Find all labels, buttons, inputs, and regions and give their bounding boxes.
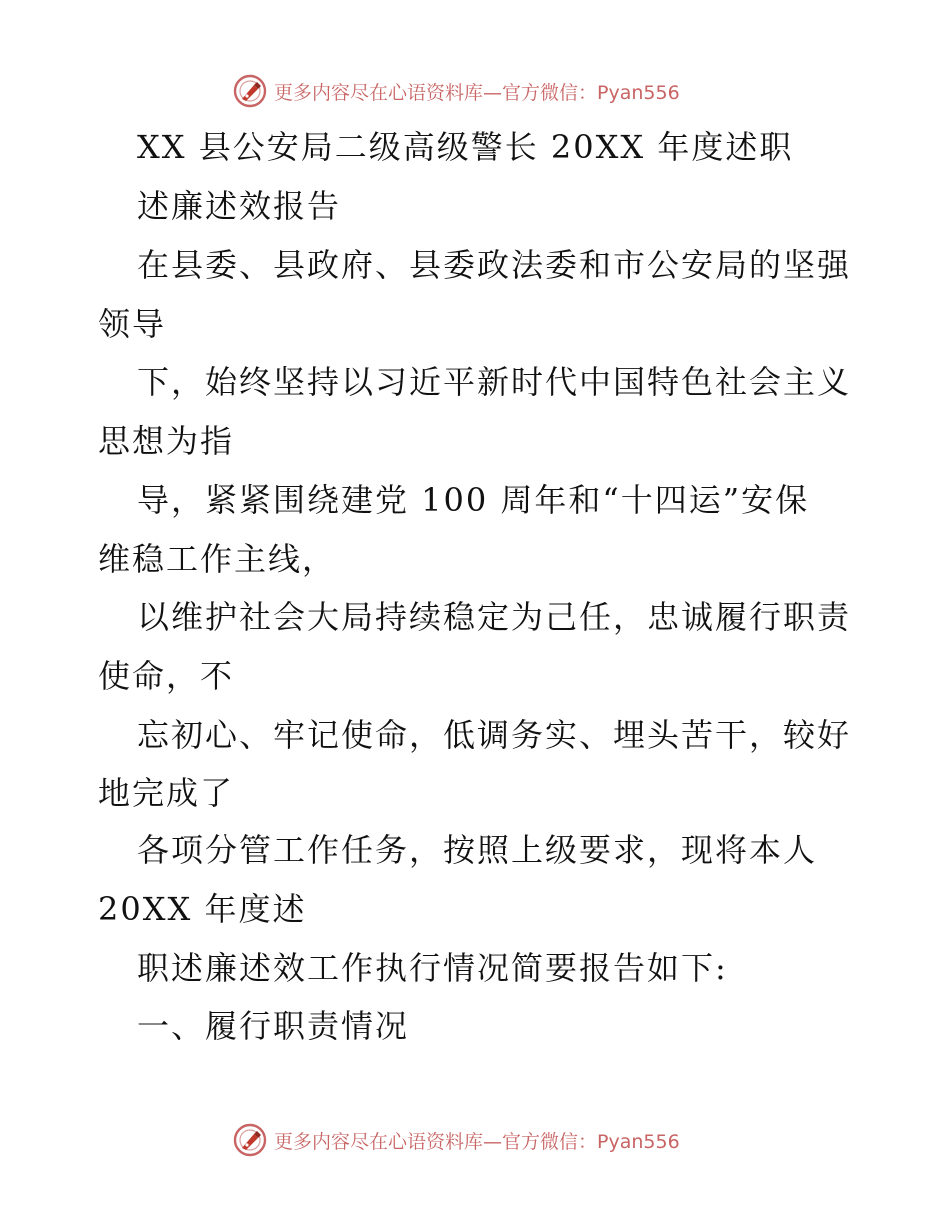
document-title-line-1: XX 县公安局二级高级警长 20XX 年度述职 bbox=[137, 128, 794, 166]
footer-watermark bbox=[232, 1120, 680, 1160]
paragraph-line: 导，紧紧围绕建党 100 周年和“十四运”安保 bbox=[137, 481, 810, 519]
paragraph-line: 维稳工作主线， bbox=[98, 540, 337, 578]
pen-nib-logo-icon bbox=[232, 73, 268, 109]
paragraph-line: 使命，不 bbox=[98, 657, 235, 695]
paragraph-line: 20XX 年度述 bbox=[98, 890, 307, 928]
section-heading: 一、履行职责情况 bbox=[137, 1007, 410, 1045]
paragraph-line: 在县委、县政府、县委政法委和市公安局的坚强 bbox=[137, 246, 852, 284]
paragraph-line: 领导 bbox=[98, 305, 167, 343]
header-watermark bbox=[232, 71, 680, 111]
paragraph-line: 以维护社会大局持续稳定为己任，忠诚履行职责 bbox=[137, 598, 852, 636]
watermark-text: 更多内容尽在心语资料库—官方微信：Pyan556 bbox=[274, 81, 680, 104]
pen-nib-logo-icon bbox=[232, 1122, 268, 1158]
paragraph-line: 忘初心、牢记使命，低调务实、埋头苦干，较好 bbox=[137, 716, 852, 754]
paragraph-line: 地完成了 bbox=[98, 774, 235, 812]
watermark-text: 更多内容尽在心语资料库—官方微信：Pyan556 bbox=[274, 1130, 680, 1153]
document-title-line-2: 述廉述效报告 bbox=[137, 187, 342, 225]
paragraph-line: 下，始终坚持以习近平新时代中国特色社会主义 bbox=[137, 363, 852, 401]
paragraph-line: 职述廉述效工作执行情况简要报告如下: bbox=[137, 949, 728, 987]
paragraph-line: 各项分管工作任务，按照上级要求，现将本人 bbox=[137, 831, 818, 869]
paragraph-line: 思想为指 bbox=[98, 422, 235, 460]
